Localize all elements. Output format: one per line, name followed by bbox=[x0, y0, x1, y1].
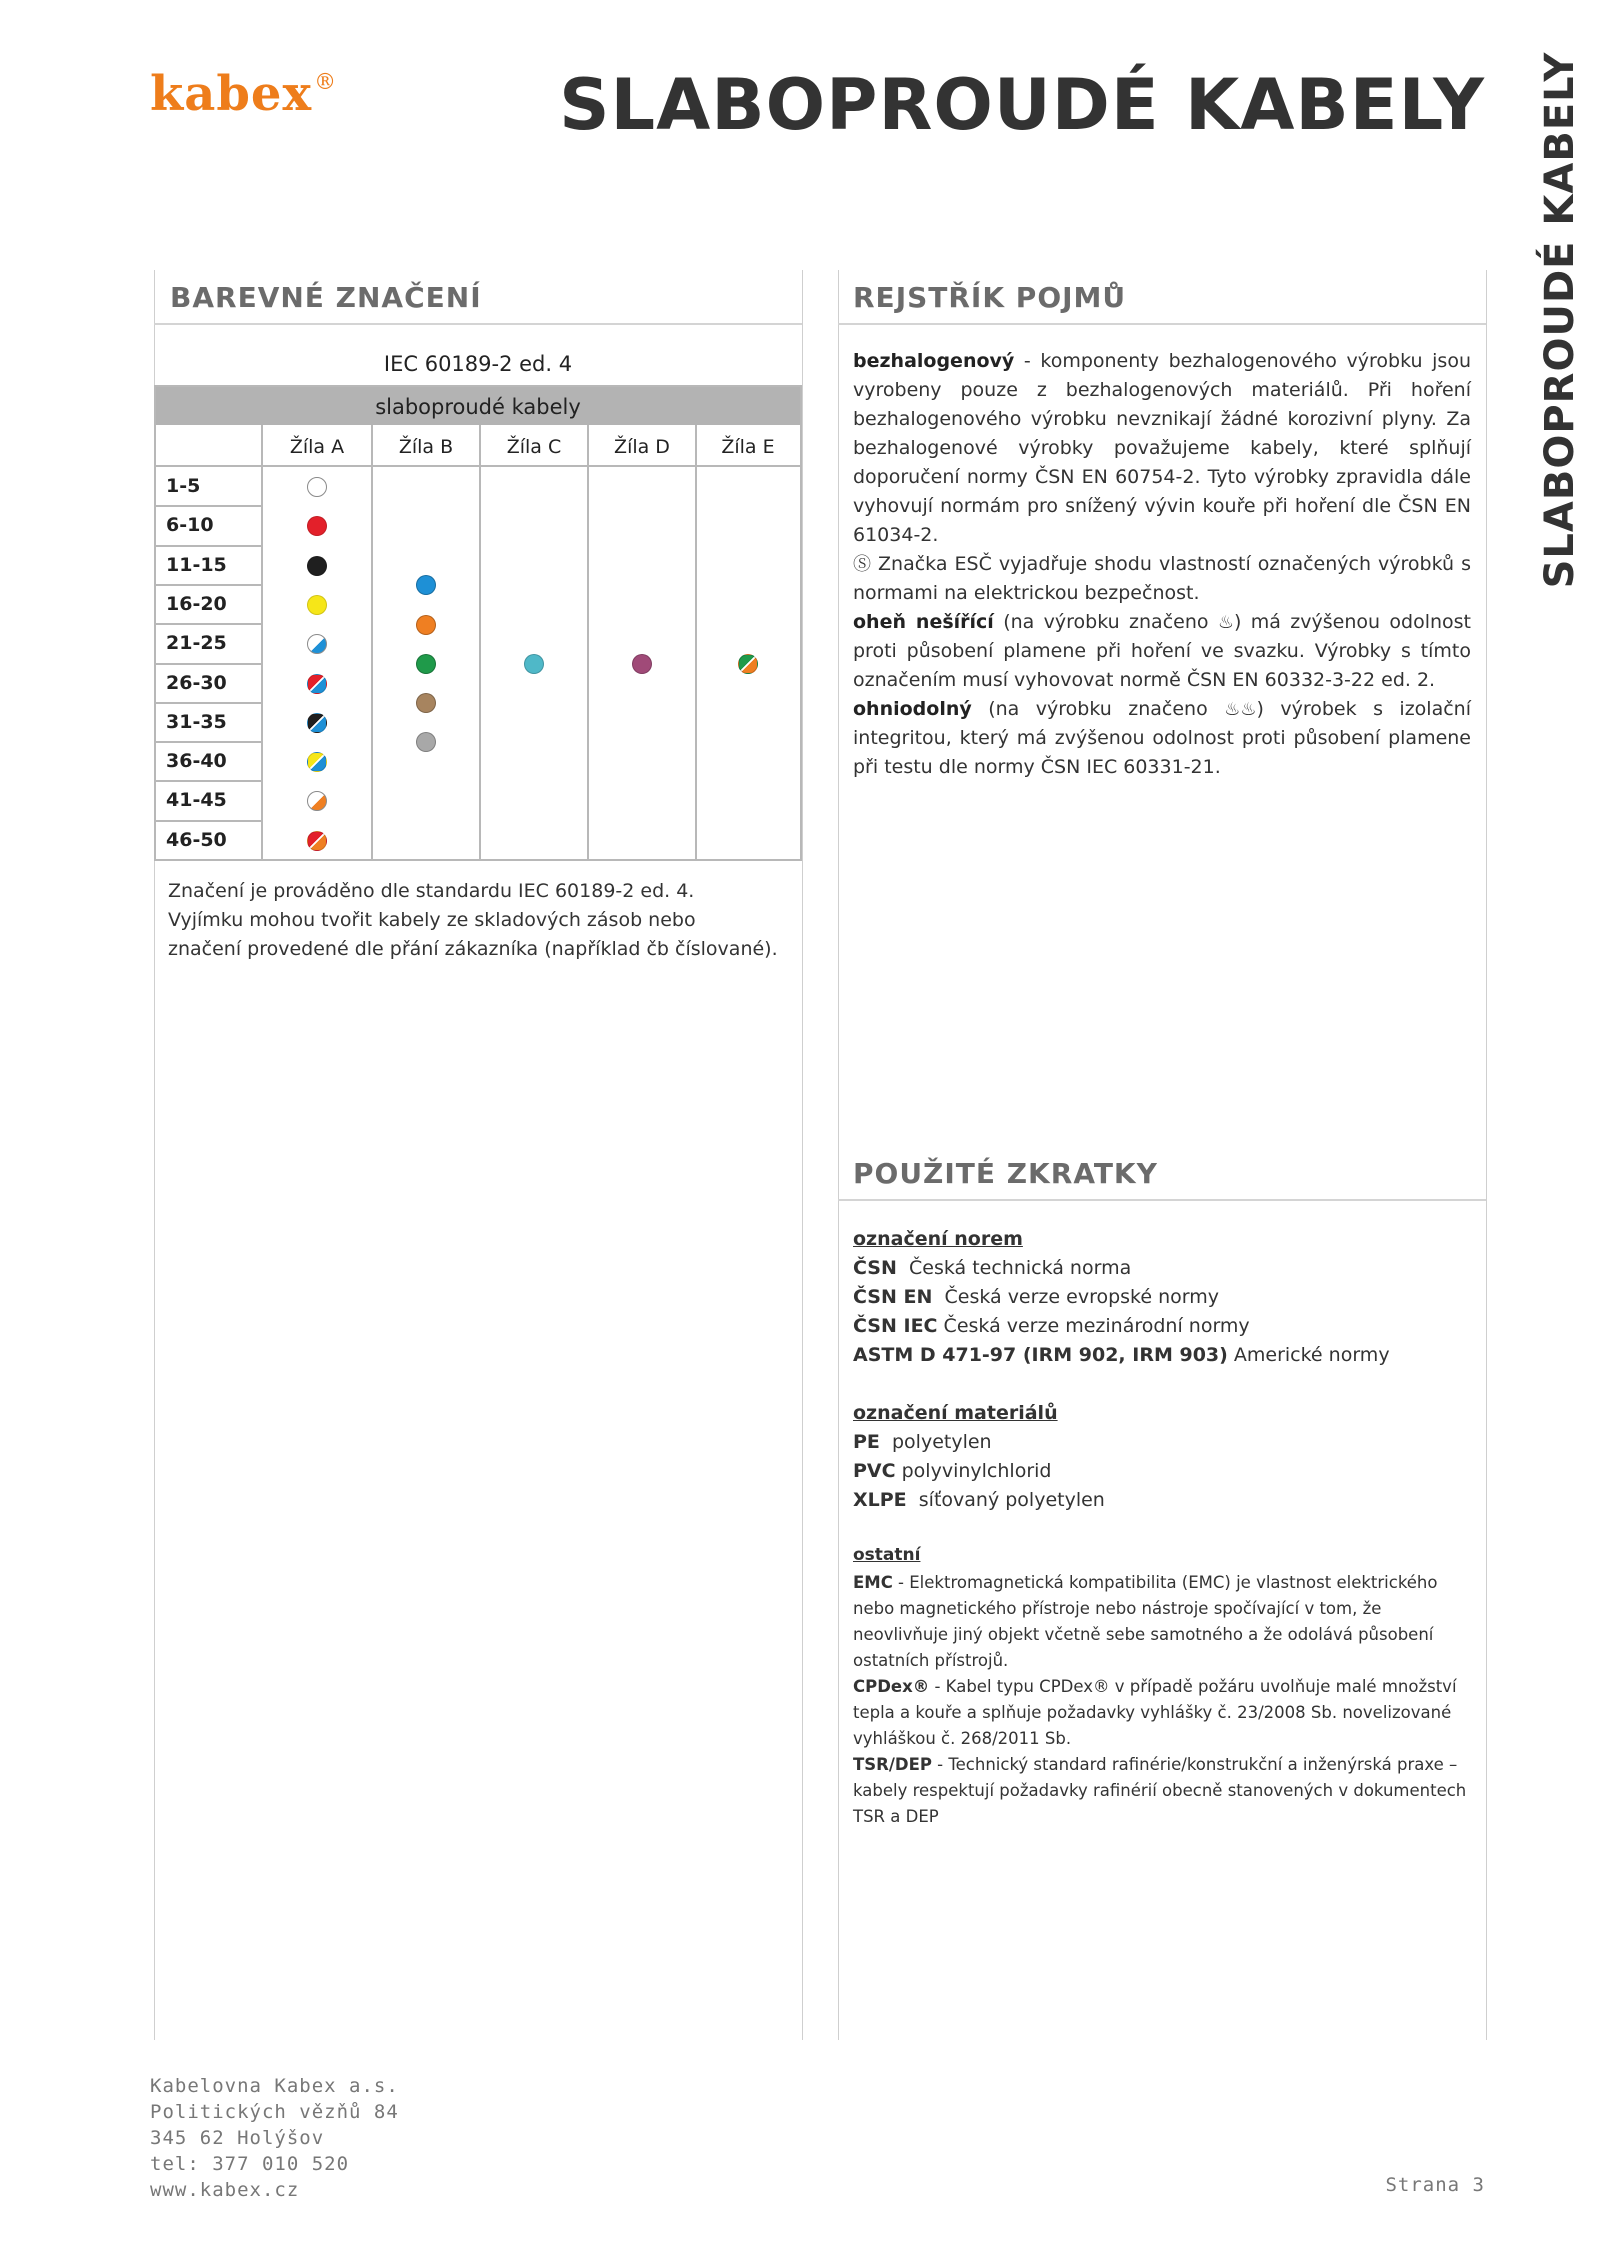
table-row-line bbox=[156, 623, 262, 625]
page-number: Strana 3 bbox=[1385, 2174, 1485, 2196]
row-label: 26-30 bbox=[166, 671, 227, 694]
table-column-line bbox=[479, 425, 481, 859]
material-item: PVC polyvinylchlorid bbox=[853, 1460, 1052, 1482]
color-dot-zila-a-red bbox=[307, 516, 327, 536]
color-dot-zila-a-white-orange bbox=[307, 791, 327, 811]
row-label: 41-45 bbox=[166, 789, 227, 812]
other-item-cpdex: CPDex® - Kabel typu CPDex® v případě požáru uvolňuje malé množství tepla a kouře a splňuje požadavky vyhlášky č. 23/2008 Sb. novelizované vyhláškou č. 268/2011 Sb. bbox=[853, 1677, 1457, 1748]
footer-company: Kabelovna Kabex a.s. bbox=[150, 2075, 399, 2097]
column-header: Žíla C bbox=[506, 436, 562, 458]
table-row-line bbox=[156, 702, 262, 704]
other-item-tsr-dep: TSR/DEP - Technický standard rafinérie/konstrukční a inženýrská praxe – kabely respektují požadavky rafinérií obecně stanovených v dokumentech TSR a DEP bbox=[853, 1755, 1467, 1826]
flame-retardant-icon: ♨ bbox=[1217, 612, 1234, 633]
table-header-rule bbox=[156, 465, 800, 467]
other-item-emc: EMC - Elektromagnetická kompatibilita (EMC) je vlastnost elektrického nebo magnetického přístroje nebo nástroje spočívající v tom, že neovlivňuje jiný objekt včetně sebe samotného a že odolává působení ostatních přístrojů. bbox=[853, 1573, 1438, 1670]
column-divider bbox=[1486, 270, 1487, 2040]
section-rule bbox=[154, 323, 802, 325]
color-dot-zila-a-red-orange bbox=[307, 831, 327, 851]
glossary-entry-ohen-nesirici: oheň nešířící (na výrobku značeno ♨) má zvýšenou odolnost proti působení plamene při hoření ve svazku. Výrobky s tímto označením musí vyhovovat normě ČSN EN 60332-3-22 ed. 2. bbox=[853, 608, 1471, 695]
row-label: 1-5 bbox=[166, 475, 201, 497]
note-line: značení provedené dle přání zákazníka (například čb číslované). bbox=[168, 938, 778, 960]
color-dot-zila-a-red-blue bbox=[307, 674, 327, 694]
column-header: Žíla B bbox=[398, 436, 454, 458]
row-label: 46-50 bbox=[166, 828, 227, 851]
norm-item: ČSN IEC Česká verze mezinárodní normy bbox=[853, 1315, 1250, 1337]
row-label: 16-20 bbox=[166, 592, 227, 615]
color-dot-zila-c-turquoise bbox=[524, 654, 544, 674]
section-title-abbreviations: POUŽITÉ ZKRATKY bbox=[853, 1157, 1158, 1190]
column-header: Žíla A bbox=[289, 436, 345, 458]
note-line: Vyjímku mohou tvořit kabely ze skladových zásob nebo bbox=[168, 909, 696, 931]
row-label: 36-40 bbox=[166, 750, 227, 773]
column-header: Žíla E bbox=[721, 436, 775, 458]
row-label: 31-35 bbox=[166, 710, 227, 733]
table-band: slaboproudé kabely bbox=[156, 387, 800, 425]
note-line: Značení je prováděno dle standardu IEC 60189-2 ed. 4. bbox=[168, 880, 695, 902]
column-divider bbox=[838, 270, 839, 2040]
section-rule bbox=[838, 1199, 1486, 1201]
table-row-line bbox=[156, 820, 262, 822]
footer-phone: tel: 377 010 520 bbox=[150, 2153, 350, 2175]
table-caption: IEC 60189-2 ed. 4 bbox=[383, 352, 573, 376]
norm-item: ASTM D 471-97 (IRM 902, IRM 903) Americké normy bbox=[853, 1344, 1390, 1366]
section-title-color-coding: BAREVNÉ ZNAČENÍ bbox=[170, 281, 482, 314]
color-dot-zila-a-yellow-blue bbox=[307, 752, 327, 772]
color-table bbox=[154, 385, 802, 861]
section-rule bbox=[838, 323, 1486, 325]
color-dot-zila-b-brown bbox=[416, 693, 436, 713]
section-title-glossary: REJSTŘÍK POJMŮ bbox=[853, 281, 1127, 314]
color-dot-zila-a-black-blue bbox=[307, 713, 327, 733]
table-row-line bbox=[156, 741, 262, 743]
color-dot-zila-e-green-orange bbox=[738, 654, 758, 674]
glossary-entry-esc: Ⓢ Značka ESČ vyjadřuje shodu vlastností označených výrobků s normami na elektrickou bezpečnost. bbox=[853, 550, 1471, 608]
page-title: SLABOPROUDÉ KABELY bbox=[559, 64, 1485, 146]
material-item: XLPE síťovaný polyetylen bbox=[853, 1489, 1105, 1511]
norms-heading: označení norem bbox=[853, 1228, 1023, 1250]
row-label: 21-25 bbox=[166, 632, 227, 655]
color-dot-zila-b-blue bbox=[416, 575, 436, 595]
other-heading: ostatní bbox=[853, 1545, 921, 1565]
color-dot-zila-b-grey bbox=[416, 732, 436, 752]
esc-mark-icon: Ⓢ bbox=[853, 554, 871, 575]
row-label: 11-15 bbox=[166, 553, 227, 576]
table-row-line bbox=[156, 505, 262, 507]
glossary-entry-bezhalogenovy: bezhalogenový - komponenty bezhalogenového výrobku jsou vyrobeny pouze z bezhalogenových materiálů. Při hoření bezhalogenového výrobku nevznikají žádné korozivní plyny. Za bezhalogenové výrobky považujeme kabely, které splňují doporučení normy ČSN EN 60754-2. Tyto výrobky zpravidla dále vyhovují normám pro snížený vývin kouře při hoření dle ČSN EN 61034-2. bbox=[853, 350, 1471, 546]
color-dot-zila-a-yellow bbox=[307, 595, 327, 615]
table-column-line bbox=[695, 425, 697, 859]
table-row-line bbox=[156, 780, 262, 782]
footer-city: 345 62 Holýšov bbox=[150, 2127, 325, 2149]
glossary-entry-ohniodolny: ohniodolný (na výrobku značeno ♨♨) výrobek s izolační integritou, který má zvýšenou odolnost proti působení plamene při testu dle normy ČSN IEC 60331-21. bbox=[853, 695, 1471, 782]
side-title: SLABOPROUDÉ KABELY bbox=[1537, 51, 1583, 589]
table-column-line bbox=[261, 425, 263, 859]
column-divider bbox=[802, 270, 803, 2040]
norm-item: ČSN EN Česká verze evropské normy bbox=[853, 1286, 1220, 1308]
logo: kabex® bbox=[150, 66, 338, 122]
color-dot-zila-a-white bbox=[307, 477, 327, 497]
color-dot-zila-b-green bbox=[416, 654, 436, 674]
table-row-line bbox=[156, 545, 262, 547]
footer-web[interactable]: www.kabex.cz bbox=[150, 2179, 300, 2201]
fire-resistant-icon: ♨♨ bbox=[1224, 699, 1257, 720]
footer-street: Politických vězňů 84 bbox=[150, 2101, 399, 2123]
color-dot-zila-a-black bbox=[307, 556, 327, 576]
color-dot-zila-a-white-blue bbox=[307, 634, 327, 654]
column-header: Žíla D bbox=[614, 436, 670, 458]
color-dot-zila-d-violet bbox=[632, 654, 652, 674]
row-label: 6-10 bbox=[166, 514, 214, 537]
table-row-line bbox=[156, 584, 262, 586]
materials-heading: označení materiálů bbox=[853, 1402, 1058, 1424]
color-dot-zila-b-orange bbox=[416, 615, 436, 635]
table-column-line bbox=[371, 425, 373, 859]
table-column-line bbox=[587, 425, 589, 859]
table-row-line bbox=[156, 663, 262, 665]
norm-item: ČSN Česká technická norma bbox=[853, 1257, 1132, 1279]
material-item: PE polyetylen bbox=[853, 1431, 992, 1453]
